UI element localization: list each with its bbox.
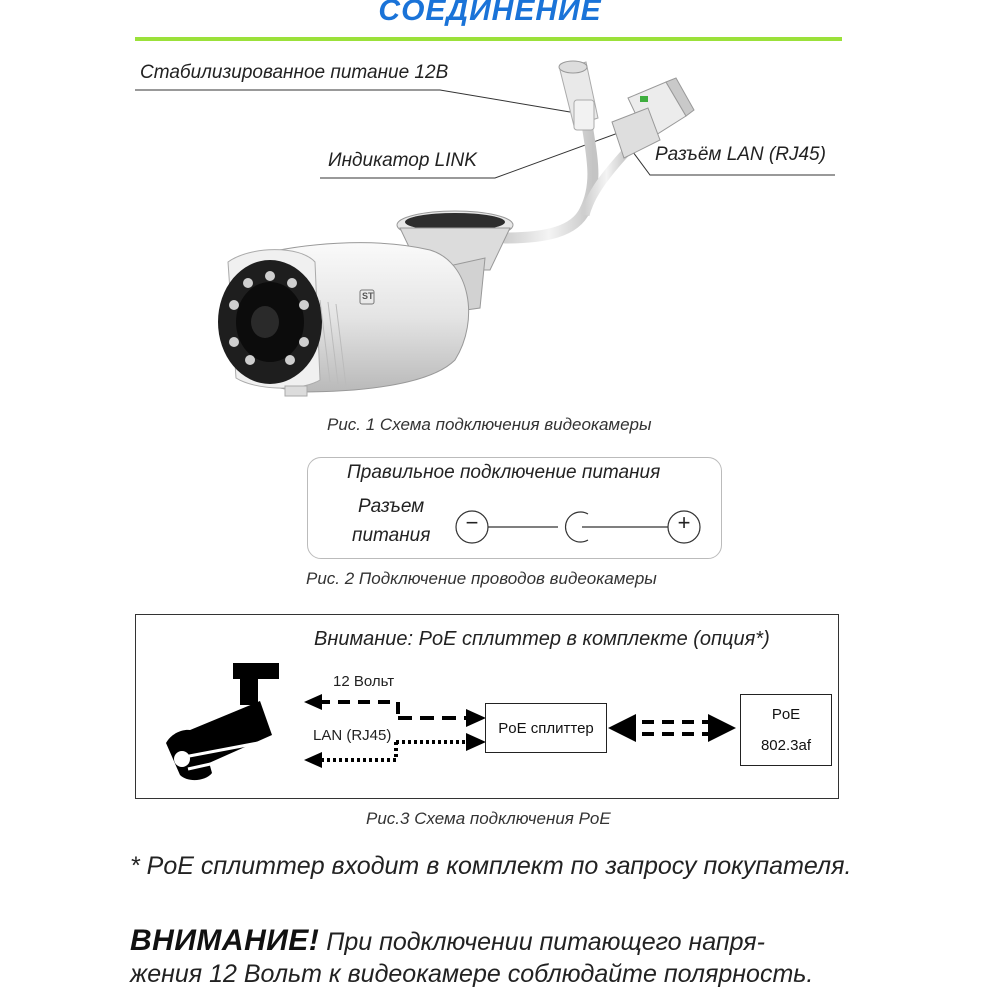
poe-source-line1: PoE (771, 706, 801, 723)
fig1-caption: Рис. 1 Схема подключения видеокамеры (327, 415, 652, 434)
camera-body (218, 243, 469, 396)
label-12v: 12 Вольт (333, 673, 395, 690)
label-link: Индикатор LINK (328, 150, 477, 171)
poe-source-line2: 802.3af (760, 737, 812, 754)
warning-line1 (130, 924, 765, 958)
label-power: Стабилизированное питание 12В (140, 62, 449, 83)
fig3-caption: Рис.3 Схема подключения PoE (366, 809, 611, 828)
footnote: * PoE сплиттер входит в комплект по запросу покупателя. (130, 852, 852, 880)
poe-splitter-label: PoE сплиттер (498, 719, 594, 737)
polarity-title: Правильное подключение питания (347, 462, 661, 483)
poe-source-box (740, 694, 832, 766)
poe-title: Внимание: PoE сплиттер в комплекте (опция*) (314, 628, 770, 650)
camera-silhouette-icon (160, 655, 290, 790)
fig2-caption: Рис. 2 Подключение проводов видеокамеры (306, 569, 657, 588)
plus-symbol: + (677, 510, 691, 535)
dc-power-connector (559, 61, 598, 130)
label-lan-rj45: LAN (RJ45) (313, 727, 392, 744)
brand-logo-text: ST (362, 291, 374, 301)
connector-label-line1: Разъем (358, 496, 425, 517)
warning-text-1: При подключении питающего напря- (326, 928, 765, 956)
connector-label-line2: питания (352, 525, 431, 546)
label-lan: Разъём LAN (RJ45) (655, 144, 826, 165)
minus-symbol: − (465, 510, 479, 535)
warning-line2: жения 12 Вольт к видеокамере соблюдайте полярность. (130, 960, 814, 988)
warning-heading: ВНИМАНИЕ! (130, 924, 320, 957)
poe-splitter-box (485, 703, 607, 753)
link-indicator (640, 96, 648, 102)
page-title: СОЕДИНЕНИЕ (378, 0, 602, 27)
